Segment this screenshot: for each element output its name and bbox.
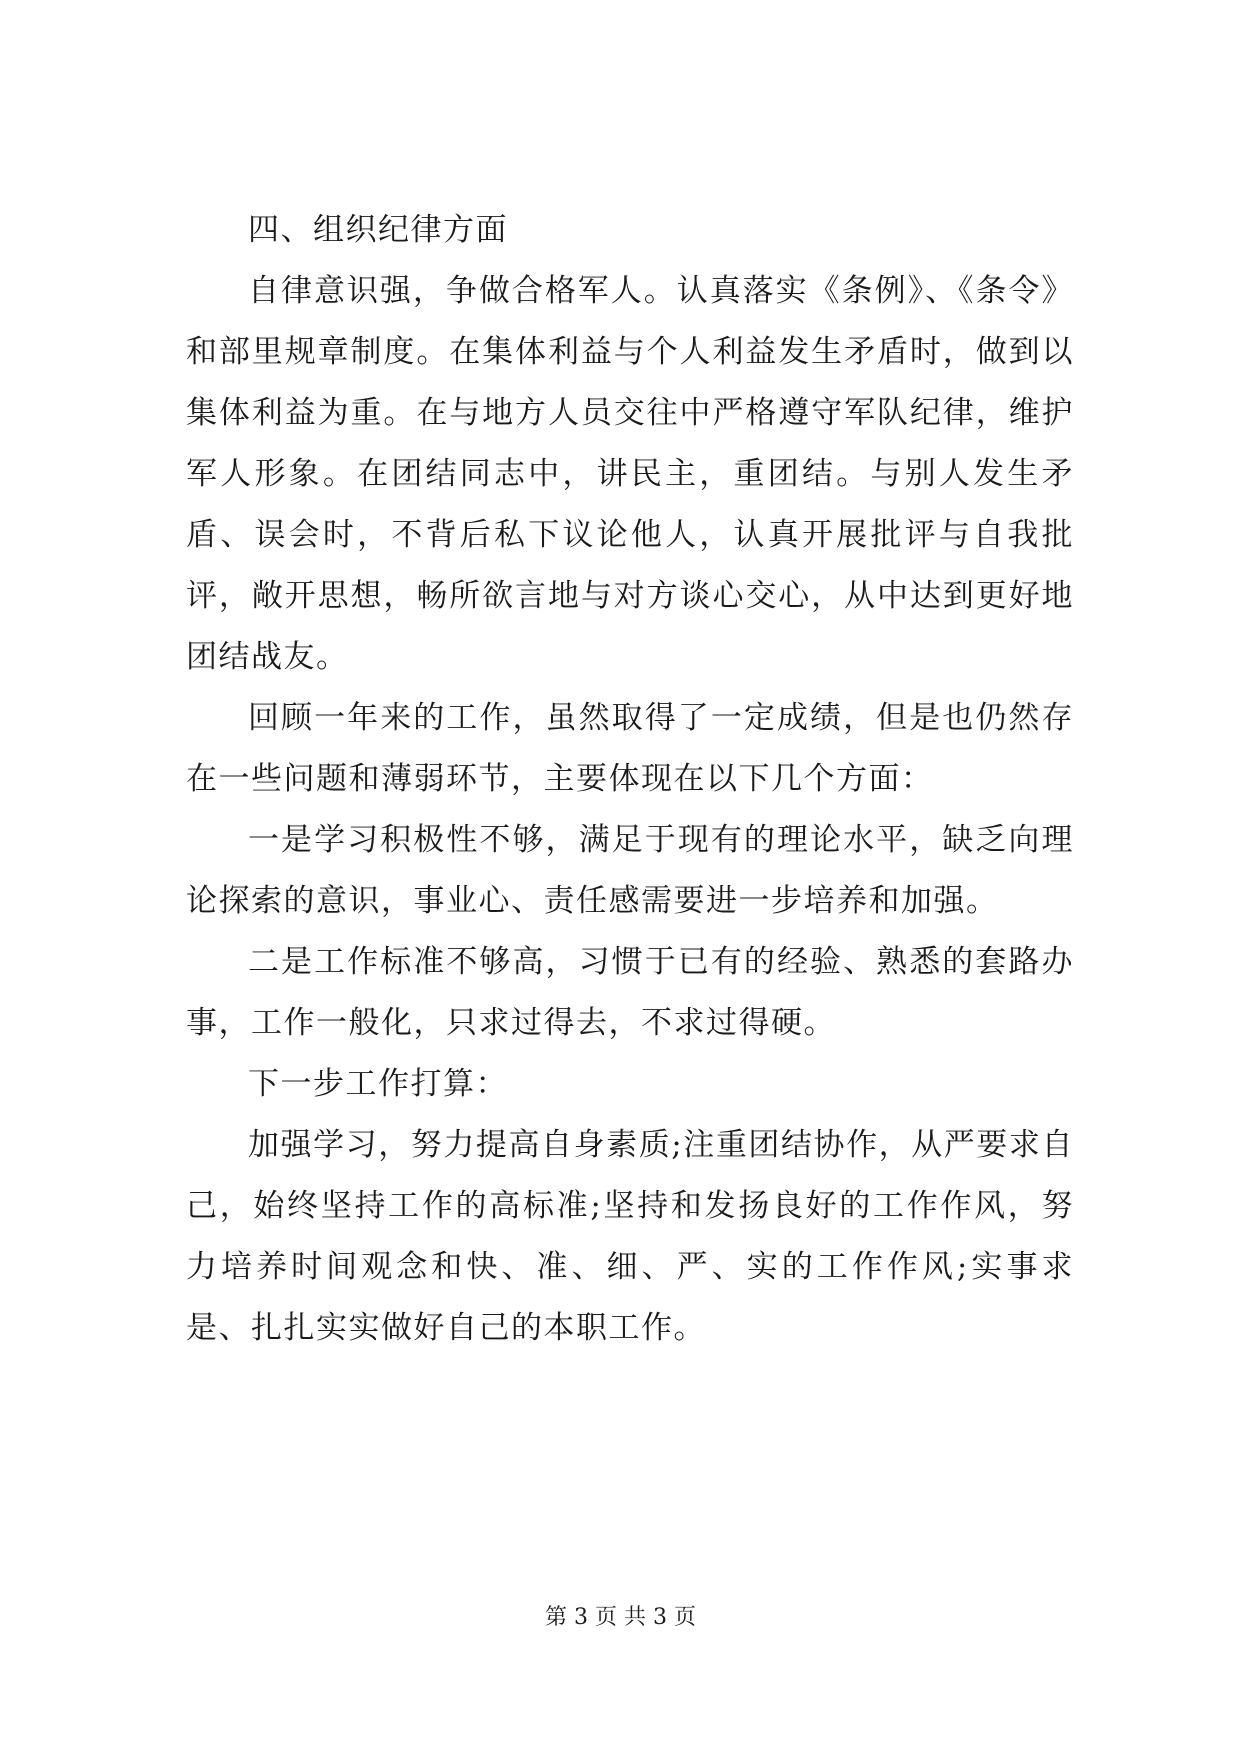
page-footer: 第 3 页 共 3 页 (545, 1605, 696, 1630)
section-heading: 四、组织纪律方面 (248, 212, 508, 248)
paragraph: 加强学习，努力提高自身素质;注重团结协作，从严要求自己，始终坚持工作的高标准;坚持和发扬良好的工作作风，努力培养时间观念和快、准、细、严、实的工作作风;实事求是、扎扎实实做好自己的本职工作。 (186, 1127, 1074, 1346)
paragraph: 一是学习积极性不够，满足于现有的理论水平，缺乏向理论探索的意识，事业心、责任感需要进一步培养和加强。 (186, 822, 1074, 919)
paragraph: 下一步工作打算： (248, 1066, 508, 1102)
document-body (186, 200, 1074, 1359)
paragraph: 二是工作标准不够高，习惯于已有的经验、熟悉的套路办事，工作一般化，只求过得去，不求过得硬。 (186, 944, 1074, 1041)
paragraph: 回顾一年来的工作，虽然取得了一定成绩，但是也仍然存在一些问题和薄弱环节，主要体现在以下几个方面： (186, 700, 1074, 797)
paragraph: 自律意识强，争做合格军人。认真落实《条例》、《条令》和部里规章制度。在集体利益与个人利益发生矛盾时，做到以集体利益为重。在与地方人员交往中严格遵守军队纪律，维护军人形象。在团结同志中，讲民主，重团结。与别人发生矛盾、误会时，不背后私下议论他人，认真开展批评与自我批评，敞开思想，畅所欲言地与对方谈心交心，从中达到更好地团结战友。 (186, 273, 1074, 675)
